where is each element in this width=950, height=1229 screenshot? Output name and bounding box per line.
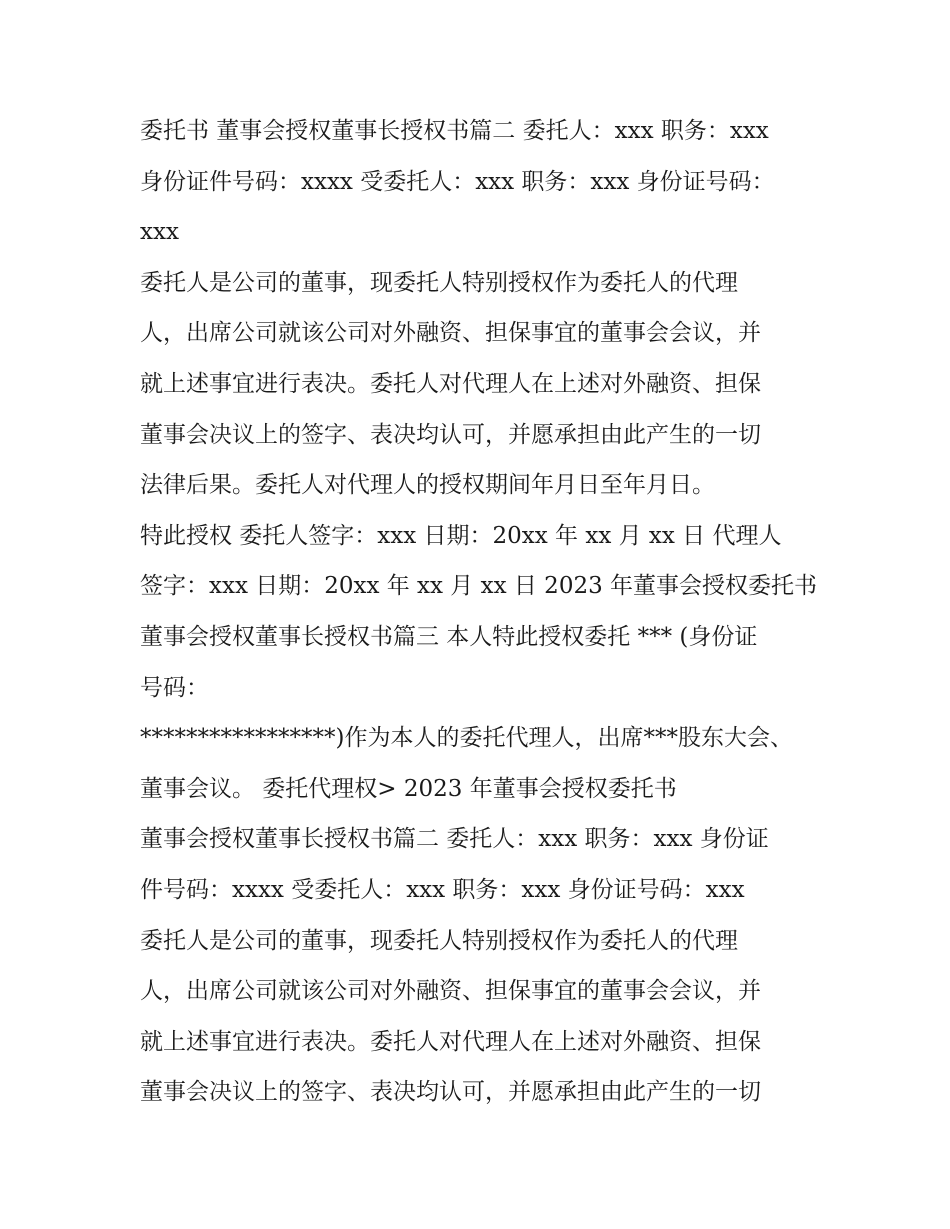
- text-line: 董事会议。 委托代理权> 2023 年董事会授权委托书: [140, 775, 677, 802]
- text-line: 董事会决议上的签字、表决均认可，并愿承担由此产生的一切: [140, 421, 761, 448]
- text-line: 董事会决议上的签字、表决均认可，并愿承担由此产生的一切: [140, 1079, 761, 1106]
- text-line: xxx: [140, 219, 179, 246]
- text-line: 特此授权 委托人签字：xxx 日期：20xx 年 xx 月 xx 日 代理人: [140, 522, 782, 549]
- document-body: [140, 106, 830, 1118]
- text-line: 委托书 董事会授权董事长授权书篇二 委托人：xxx 职务：xxx: [140, 118, 769, 144]
- text-line: 委托人是公司的董事，现委托人特别授权作为委托人的代理: [140, 927, 738, 954]
- text-line: 件号码：xxxx 受委托人：xxx 职务：xxx 身份证号码：xxx: [140, 876, 745, 903]
- text-line: *****************)作为本人的委托代理人，出席***股东大会、: [140, 725, 793, 752]
- text-line: 就上述事宜进行表决。委托人对代理人在上述对外融资、担保: [140, 370, 761, 397]
- text-line: 法律后果。委托人对代理人的授权期间年月日至年月日。: [140, 472, 715, 499]
- text-line: 董事会授权董事长授权书篇二 委托人：xxx 职务：xxx 身份证: [140, 826, 769, 853]
- text-line: 身份证件号码：xxxx 受委托人：xxx 职务：xxx 身份证号码：: [140, 168, 775, 195]
- text-line: 就上述事宜进行表决。委托人对代理人在上述对外融资、担保: [140, 1028, 761, 1055]
- text-line: 委托人是公司的董事，现委托人特别授权作为委托人的代理: [140, 269, 738, 296]
- text-line: 人，出席公司就该公司对外融资、担保事宜的董事会会议，并: [140, 978, 761, 1005]
- text-line: 签字：xxx 日期：20xx 年 xx 月 xx 日 2023 年董事会授权委托书: [140, 573, 818, 600]
- text-line: 董事会授权董事长授权书篇三 本人特此授权委托 *** (身份证: [140, 623, 758, 650]
- text-line: 人，出席公司就该公司对外融资、担保事宜的董事会会议，并: [140, 320, 761, 347]
- text-line: 号码：: [140, 674, 209, 701]
